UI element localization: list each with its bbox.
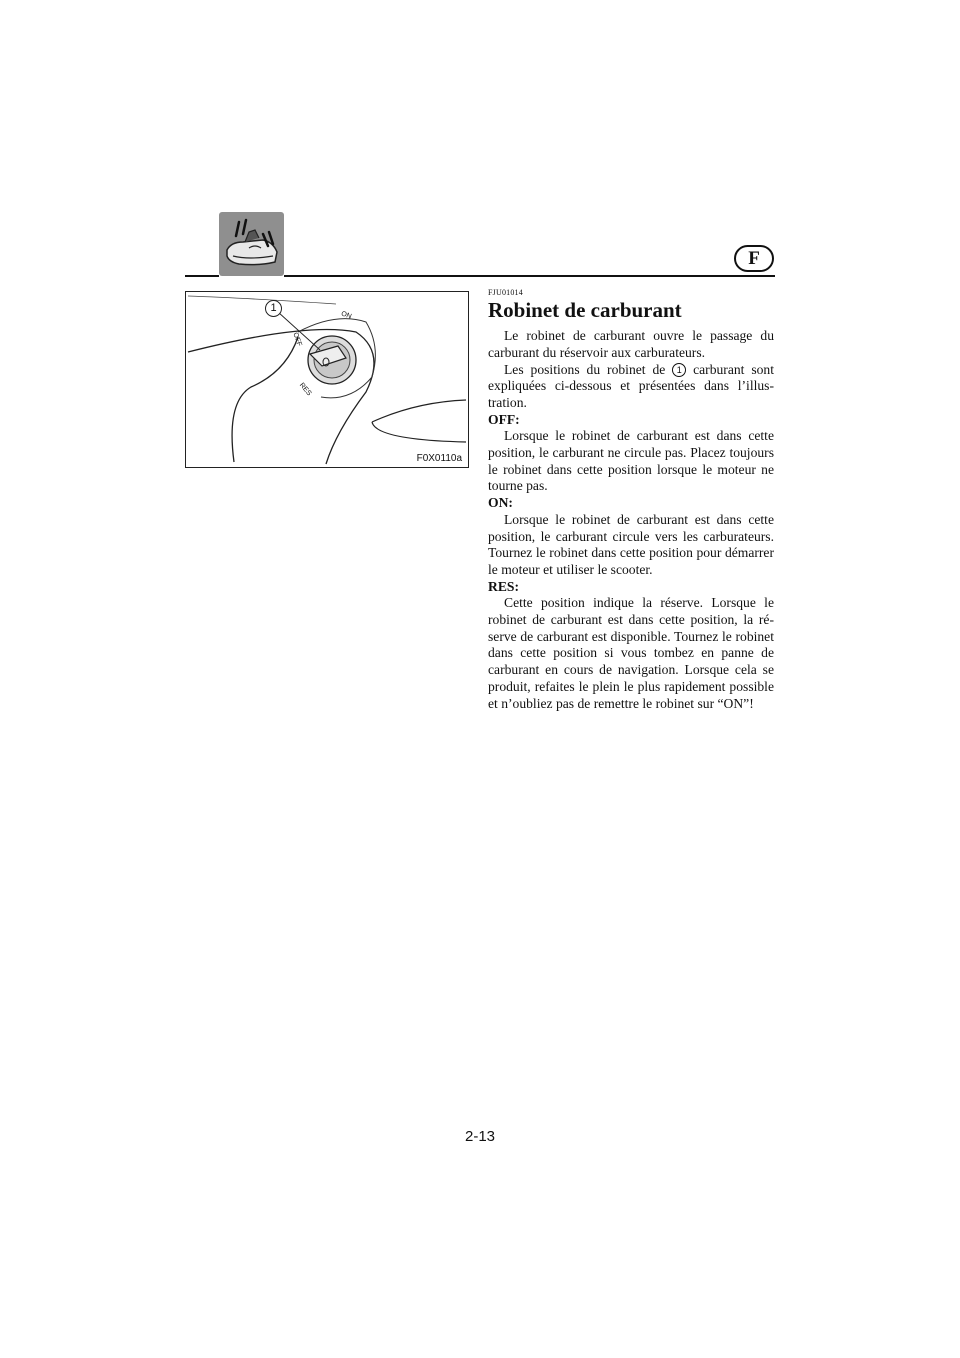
header-rule-left (185, 275, 219, 277)
page-number: 2-13 (464, 1128, 496, 1145)
header-rule-right (284, 275, 775, 277)
language-badge: F (734, 245, 774, 272)
callout-marker: 1 (265, 300, 282, 317)
section-title: Robinet de carburant (488, 298, 682, 322)
position-text-res: Cette position indique la réserve. Lorsque le robinet de carburant est dans cette position, la réserve de carburant est disponible. Tournez le robinet dans cette position si vous tombez en panne de carburant en cours de navigation. Lorsque cela se produit, refaites le plein le plus rapidement possible et n’oubliez pas de remettre le robinet sur “ON”! (488, 595, 774, 711)
position-text-on: Lorsque le robinet de carburant est dans cette position, le carburant circule vers les carburateurs. Tournez le robinet dans cette position pour démarrer le moteur et utiliser le scooter. (488, 511, 774, 577)
intro-paragraph: Le robinet de carburant ouvre le passage du carburant du réservoir aux carburateurs. (488, 328, 774, 360)
dial-label-res: RES (297, 381, 313, 398)
position-label-on: ON: (488, 495, 513, 511)
fuel-cock-illustration (185, 291, 469, 468)
intro-text-after: carburant sont expliquées ci-dessous et présentées dans l’illustration. (488, 361, 775, 410)
callout-reference: 1 (672, 363, 686, 377)
position-text-off: Lorsque le robinet de carburant est dans cette position, le carburant ne circule pas. Placez toujours le robinet dans cette position lorsque le moteur ne tourne pas. (488, 428, 774, 494)
dial-label-on: ON (340, 310, 353, 321)
section-content (488, 288, 774, 712)
position-label-res: RES: (488, 578, 519, 594)
dial-label-off: OFF (291, 331, 303, 348)
intro-text-before: Les positions du robinet de (504, 361, 673, 377)
figure-code: F0X0110a (416, 453, 462, 464)
intro-paragraph-2 (488, 362, 774, 412)
position-label-off: OFF: (488, 411, 520, 427)
jet-ski-icon (219, 212, 284, 276)
reference-code: FJU01014 (488, 288, 523, 297)
